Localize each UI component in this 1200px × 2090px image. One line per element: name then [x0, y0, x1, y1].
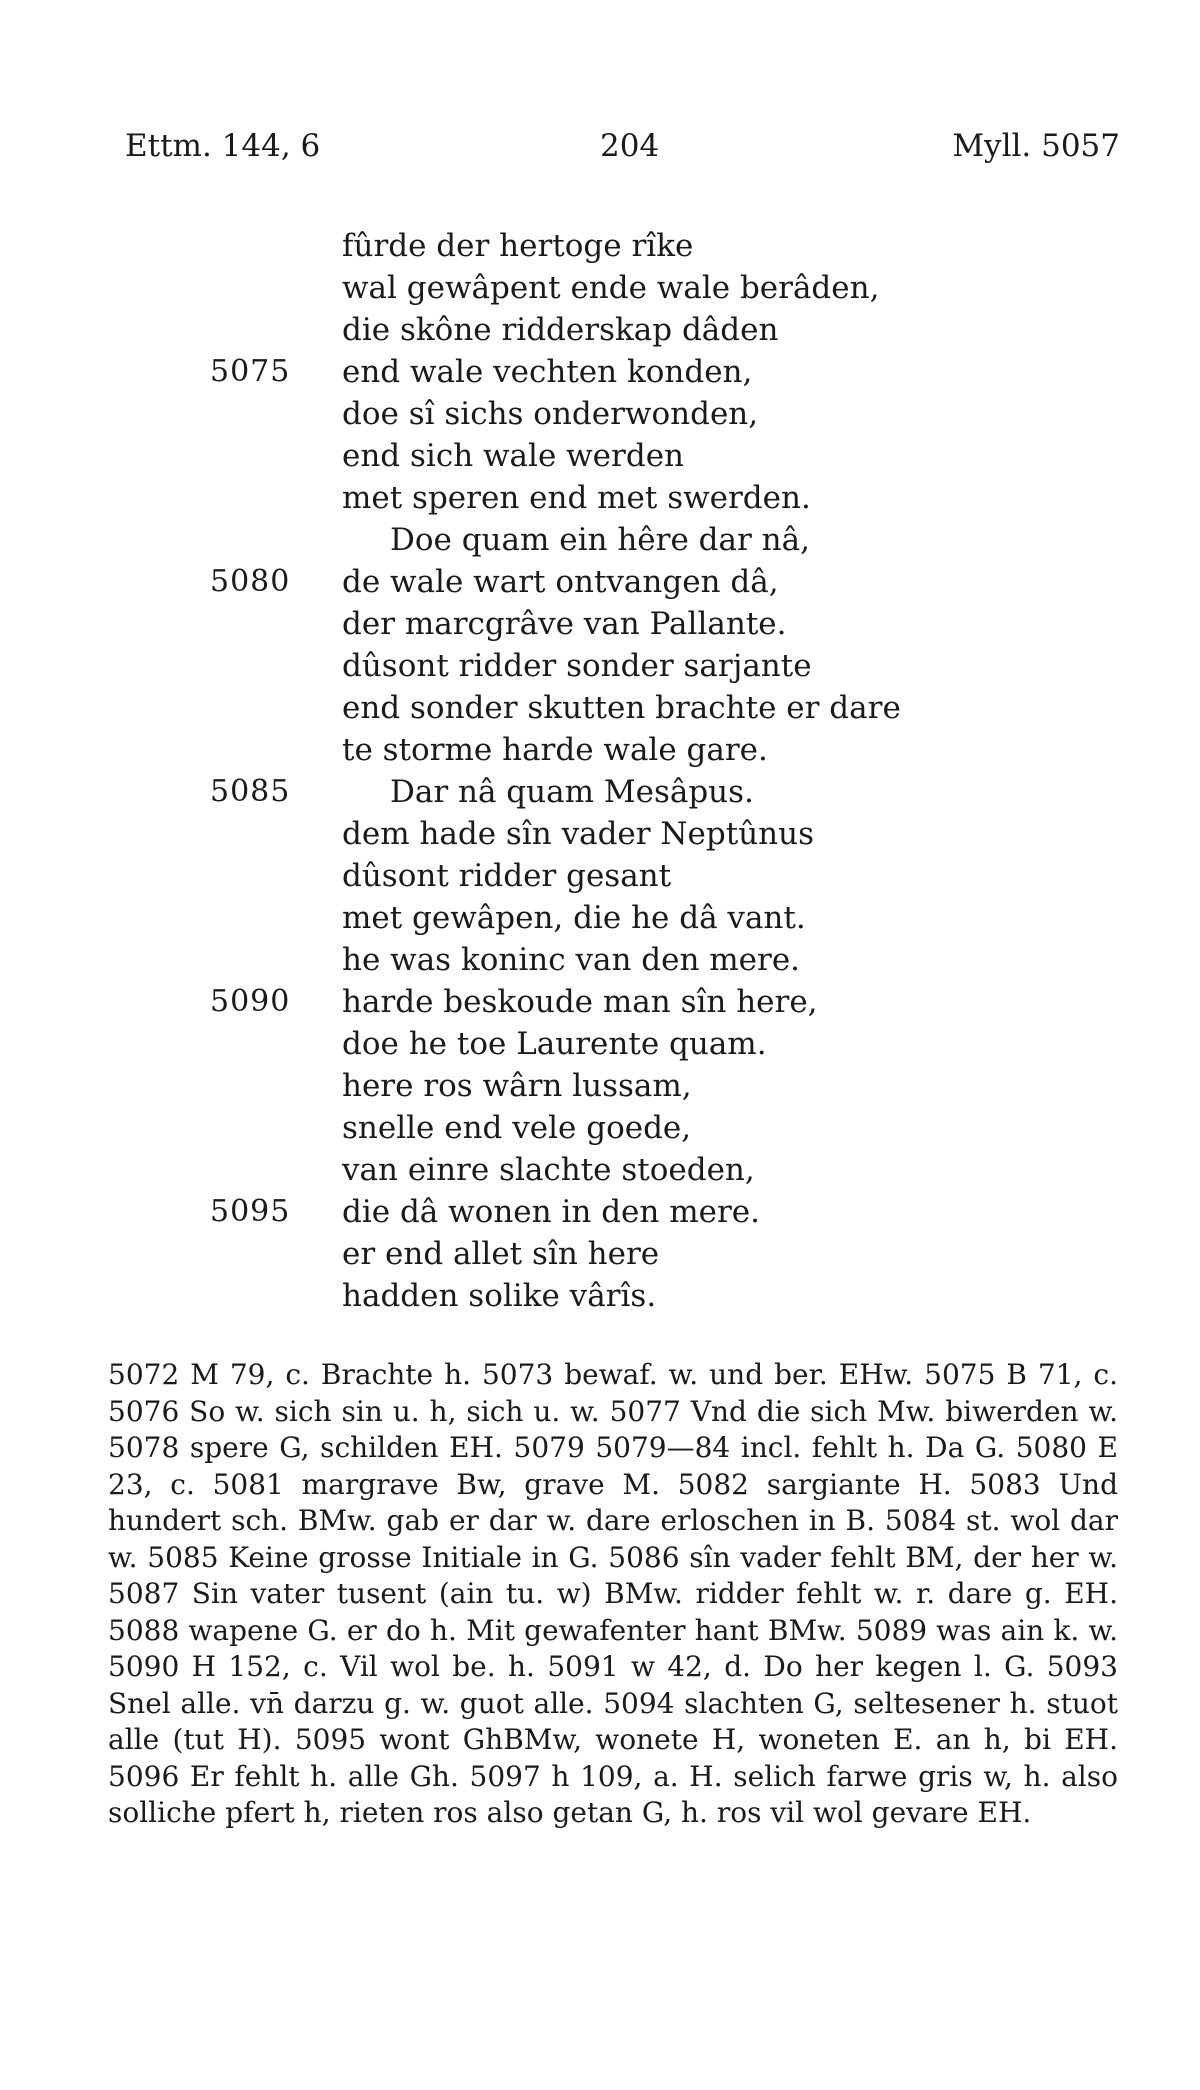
- verse-line: [200, 897, 1100, 939]
- verse-line: [200, 519, 1100, 561]
- verse-line: [200, 267, 1100, 309]
- verse-line: [200, 981, 1100, 1023]
- verse-line-text: die dâ wonen in den mere.: [342, 1194, 760, 1230]
- verse-line-text: end sonder skutten brachte er dare: [342, 690, 901, 726]
- verse-line-text: snelle end vele goede,: [342, 1110, 692, 1146]
- verse-text: [200, 225, 1100, 1317]
- verse-line: [200, 435, 1100, 477]
- line-number: 5085: [210, 774, 291, 809]
- verse-line: [200, 1149, 1100, 1191]
- verse-line: [200, 1275, 1100, 1317]
- verse-line: [200, 351, 1100, 393]
- verse-line-text: doe he toe Laurente quam.: [342, 1026, 767, 1062]
- verse-line: [200, 603, 1100, 645]
- verse-line: [200, 1107, 1100, 1149]
- verse-line: [200, 309, 1100, 351]
- verse-line-text: dûsont ridder gesant: [342, 858, 672, 894]
- verse-line-text: Dar nâ quam Mesâpus.: [390, 774, 754, 810]
- verse-line: [200, 729, 1100, 771]
- verse-line: [200, 1233, 1100, 1275]
- verse-line-text: die skône ridderskap dâden: [342, 312, 779, 348]
- verse-line-text: de wale wart ontvangen dâ,: [342, 564, 779, 600]
- verse-line: [200, 855, 1100, 897]
- verse-line: [200, 1023, 1100, 1065]
- line-number: 5075: [210, 354, 291, 389]
- verse-line-text: doe sî sichs onderwonden,: [342, 396, 759, 432]
- verse-line: [200, 1191, 1100, 1233]
- verse-line: [200, 813, 1100, 855]
- verse-line-text: met speren end met swerden.: [342, 480, 811, 516]
- verse-line: [200, 645, 1100, 687]
- page-number: 204: [600, 128, 660, 164]
- verse-line: [200, 393, 1100, 435]
- verse-line: [200, 225, 1100, 267]
- verse-line-text: here ros wârn lussam,: [342, 1068, 692, 1104]
- running-header: [120, 128, 1120, 168]
- verse-line-text: fûrde der hertoge rîke: [342, 228, 694, 264]
- verse-line-text: met gewâpen, die he dâ vant.: [342, 900, 806, 936]
- verse-line-text: van einre slachte stoeden,: [342, 1152, 755, 1188]
- verse-line-text: hadden solike vârîs.: [342, 1278, 657, 1314]
- verse-line-text: harde beskoude man sîn here,: [342, 984, 818, 1020]
- verse-line: [200, 687, 1100, 729]
- verse-line: [200, 1065, 1100, 1107]
- line-number: 5080: [210, 564, 291, 599]
- verse-line: [200, 561, 1100, 603]
- verse-line: [200, 939, 1100, 981]
- header-reference-left: Ettm. 144, 6: [125, 128, 321, 164]
- verse-line: [200, 477, 1100, 519]
- verse-line-text: er end allet sîn here: [342, 1236, 660, 1272]
- verse-line-text: dem hade sîn vader Neptûnus: [342, 816, 815, 852]
- header-reference-right: Myll. 5057: [952, 128, 1120, 164]
- line-number: 5095: [210, 1194, 291, 1229]
- verse-line-text: dûsont ridder sonder sarjante: [342, 648, 812, 684]
- verse-line: [200, 771, 1100, 813]
- critical-apparatus: 5072 M 79, c. Brachte h. 5073 bewaf. w. und ber. EHw. 5075 B 71, c. 5076 So w. sich sin u. h, sich u. w. 5077 Vnd die sich Mw. biwerden w. 5078 spere G, schilden EH. 5079 5079—84 incl. fehlt h. Da G. 5080 E 23, c. 5081 margrave Bw, grave M. 5082 sargiante H. 5083 Und hundert sch. BMw. gab er dar w. dare erloschen in B. 5084 st. wol dar w. 5085 Keine grosse Initiale in G. 5086 sîn vader fehlt BM, der her w. 5087 Sin vater tusent (ain tu. w) BMw. ridder fehlt w. r. dare g. EH. 5088 wapene G. er do h. Mit gewafenter hant BMw. 5089 was ain k. w. 5090 H 152, c. Vil wol be. h. 5091 w 42, d. Do her kegen l. G. 5093 Snel alle. vn̄ darzu g. w. guot alle. 5094 slachten G, seltesener h. stuot alle (tut H). 5095 wont GhBMw, wonete H, woneten E. an h, bi EH. 5096 Er fehlt h. alle Gh. 5097 h 109, a. H. selich farwe gris w, h. also solliche pfert h, rieten ros also getan G, h. ros vil wol gevare EH.: [108, 1358, 1118, 1829]
- verse-line-text: Doe quam ein hêre dar nâ,: [390, 522, 810, 558]
- verse-line-text: end wale vechten konden,: [342, 354, 753, 390]
- verse-line-text: te storme harde wale gare.: [342, 732, 768, 768]
- verse-line-text: der marcgrâve van Pallante.: [342, 606, 787, 642]
- verse-line-text: end sich wale werden: [342, 438, 684, 474]
- line-number: 5090: [210, 984, 291, 1019]
- verse-line-text: wal gewâpent ende wale berâden,: [342, 270, 880, 306]
- verse-line-text: he was koninc van den mere.: [342, 942, 801, 978]
